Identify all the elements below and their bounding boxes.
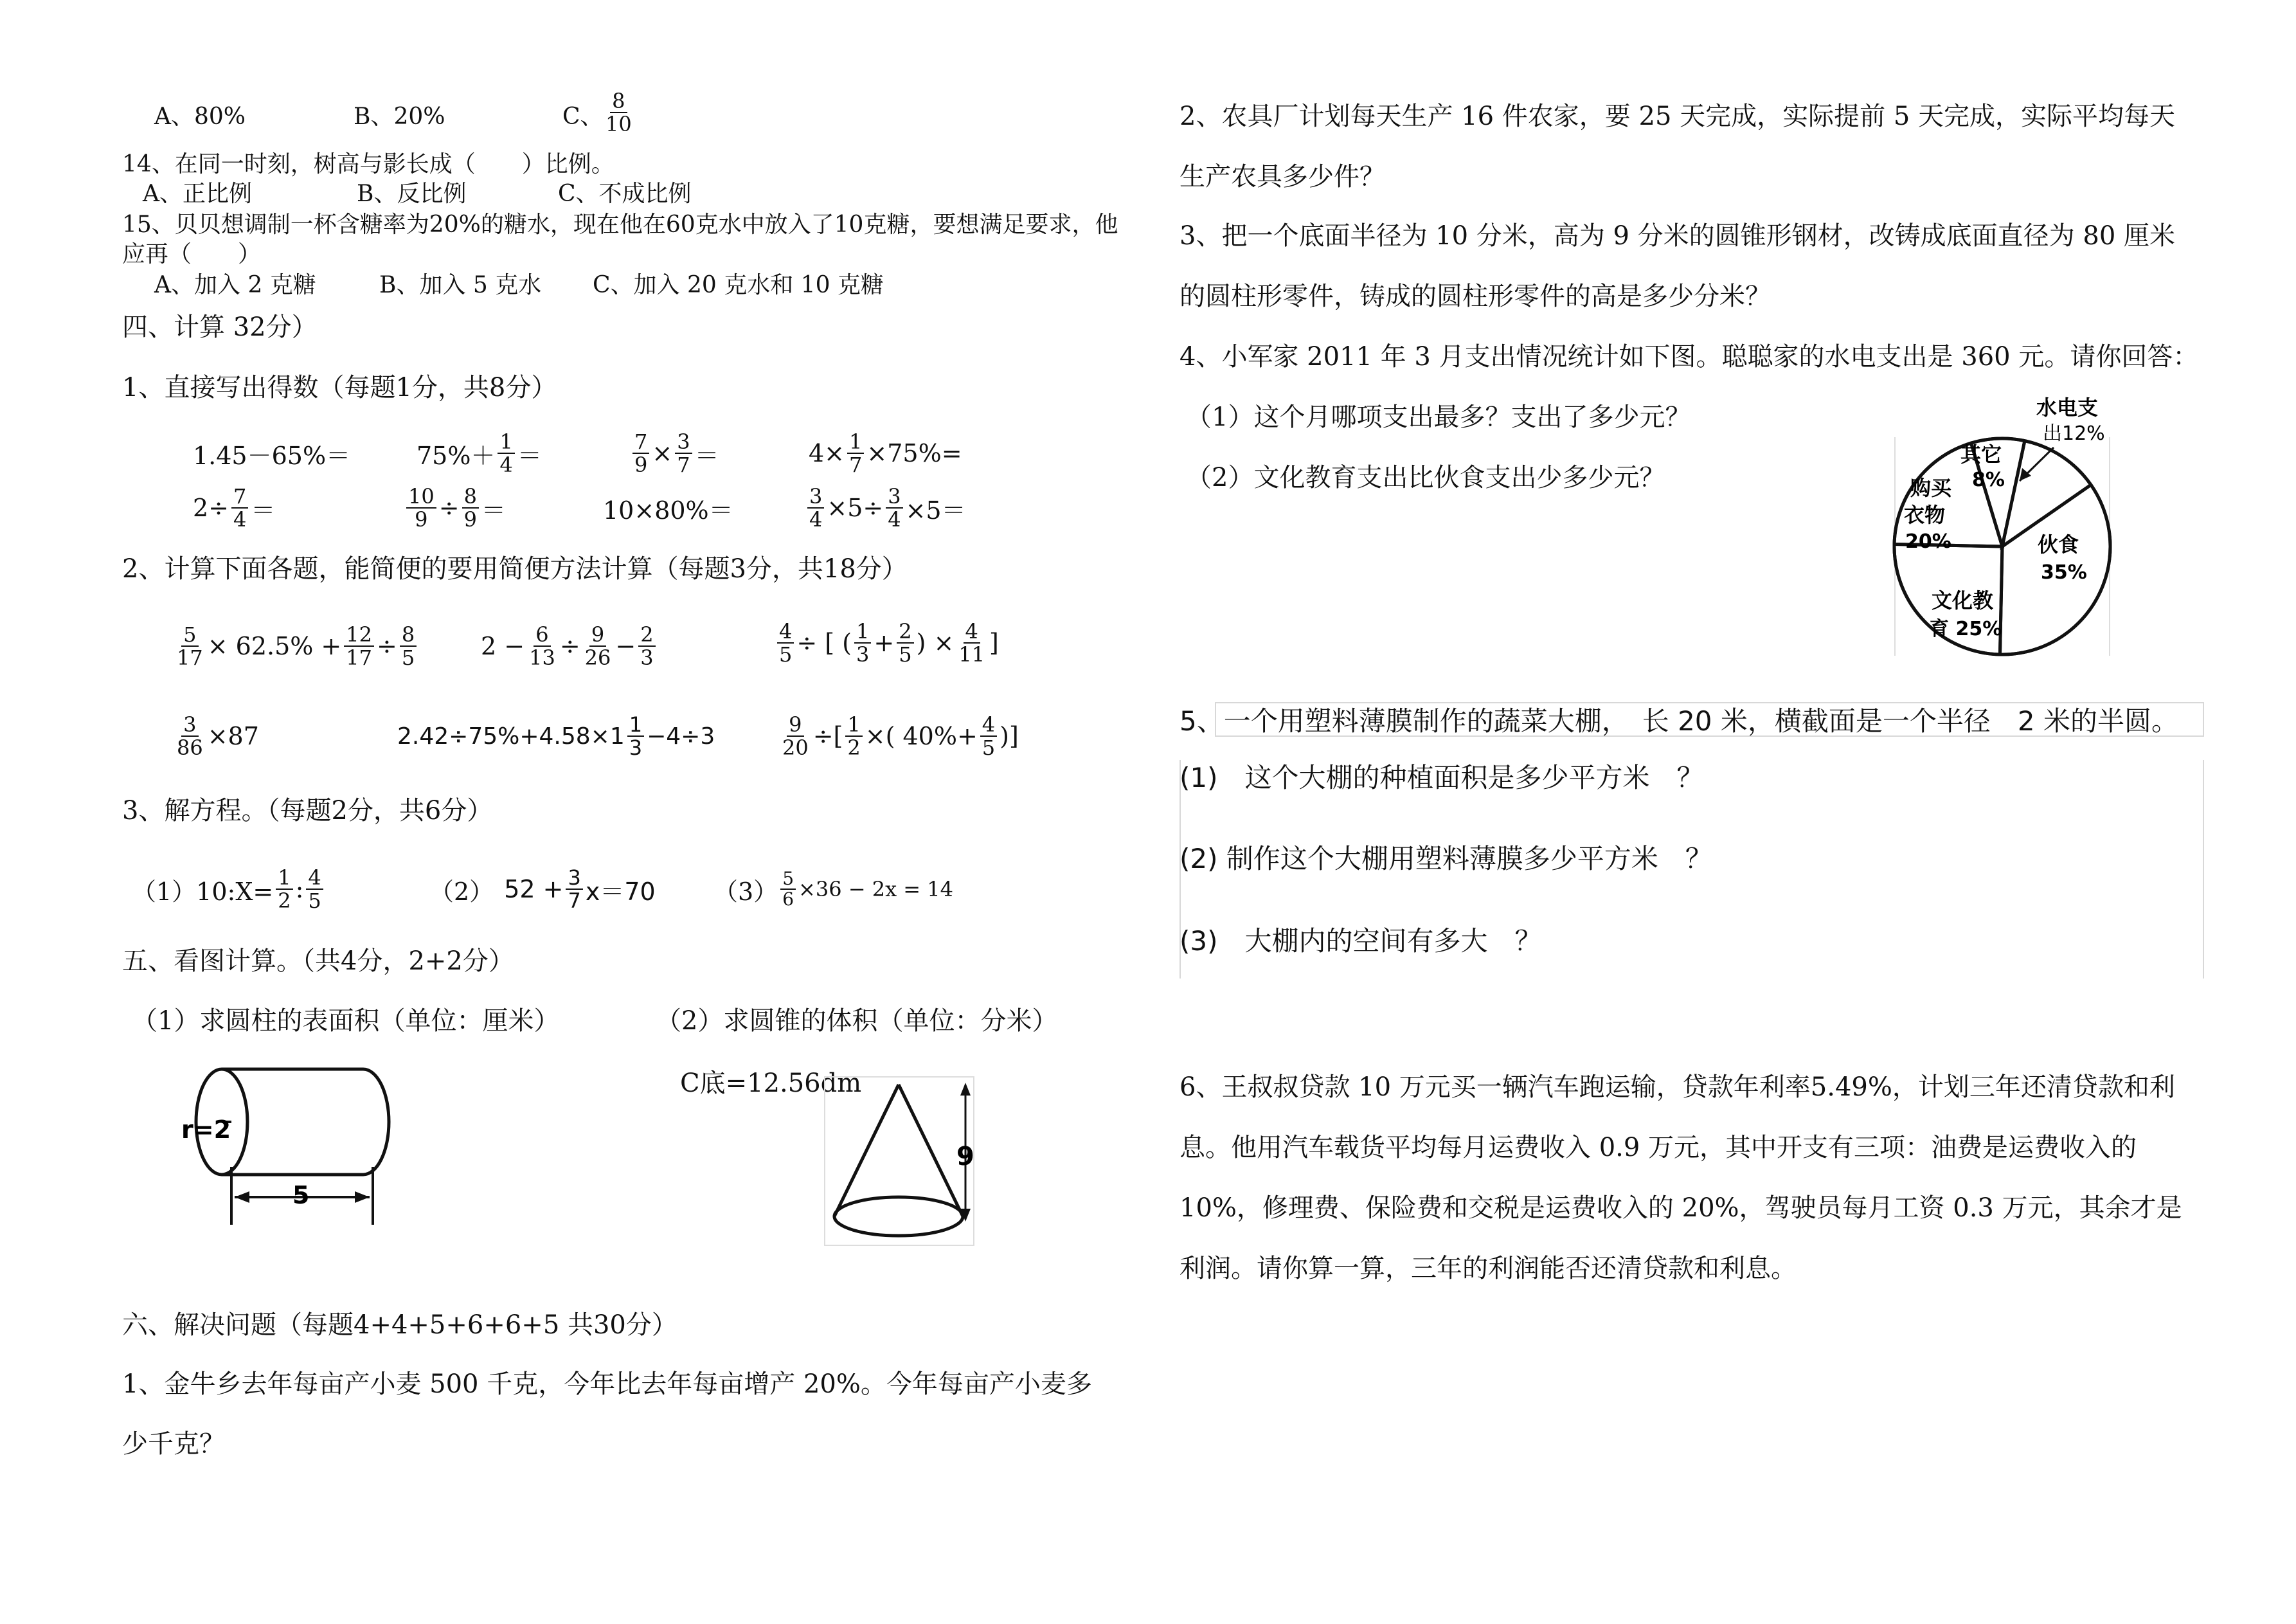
pie-label-clothing-line2: 衣物: [1904, 503, 1946, 527]
oral-r1c4: 4× $\frac{1}{7}$ ×75%=: [809, 429, 962, 477]
section6-q1-line2: 少千克？: [122, 1429, 225, 1459]
section4-title: 四、计算 32分）: [122, 312, 318, 342]
pie-label-other-line1: 其它: [1960, 442, 2002, 467]
right-q3-line1: 3、把一个底面半径为 10 分米，高为 9 分米的圆锥形钢材，改铸成底面直径为 80 厘米: [1179, 221, 2175, 251]
right-q2-line1: 2、农具厂计划每天生产 16 件农家，要 25 天完成，实际提前 5 天完成，实际平均每天: [1179, 102, 2175, 131]
q14-option-c: C、不成比例: [558, 181, 692, 207]
right-q5-sub1: (1) 这个大棚的种植面积是多少平方米 ？: [1179, 762, 1704, 793]
right-q4-sub1: （1）这个月哪项支出最多？支出了多少元？: [1186, 402, 1691, 432]
calc-expr-5: 2.42÷75%+4.58×1 $\frac{1}{3}$ −4÷3: [397, 712, 715, 760]
cone-figure: [823, 1075, 977, 1249]
pie-label-clothing: [1904, 476, 1952, 553]
right-q2-line2: 生产农具多少件？: [1179, 162, 1385, 192]
section5-title: 五、看图计算。（共4分，2+2分）: [122, 946, 514, 976]
cylinder-radius-label: r=2: [181, 1115, 231, 1144]
q15-option-c: C、加入 20 克水和 10 克糖: [593, 272, 884, 298]
q14-option-a: A、正比例: [143, 181, 252, 207]
right-q5-sub2: (2) 制作这个大棚用塑料薄膜多少平方米 ？: [1179, 843, 1712, 874]
q15-stem-line1: 15、贝贝想调制一杯含糖率为20%的糖水，现在他在60克水中放入了10克糖，要想满足要求，他: [122, 212, 1118, 238]
calc-expr-6: $\frac{9}{20}$ ÷[ $\frac{1}{2}$ ×( 40%+ $\frac{4}{5}$ )]: [782, 712, 1019, 760]
oral-r2c2: $\frac{10}{9}$ ÷ $\frac{8}{9}$ ＝: [404, 482, 506, 534]
right-q6-line4: 利润。请你算一算，三年的利润能否还清贷款和利息。: [1179, 1254, 1797, 1283]
pie-label-other-line2: 8%: [1972, 469, 2005, 491]
q15-stem-line2: 应再（ ）: [122, 241, 262, 267]
section4-q1-title: 1、直接写出得数（每题1分，共8分）: [122, 373, 557, 402]
q13-option-c-fraction: $\frac{8}{10}$: [605, 89, 632, 136]
pie-label-food-line1: 伙食: [2038, 532, 2079, 557]
oral-r2c3: 10×80%＝: [603, 496, 733, 525]
pie-label-clothing-line3: 20%: [1905, 530, 1951, 553]
section6-title: 六、解决问题（每题4+4+5+6+6+5 共30分）: [122, 1310, 677, 1340]
pie-label-education-line1: 文化教: [1932, 588, 1994, 613]
section5-q2: （2）求圆锥的体积（单位：分米）: [656, 1006, 1058, 1036]
equation-2: （2） 52 + $\frac{3}{7}$ x＝70: [429, 865, 656, 913]
cylinder-length-label: 5: [292, 1181, 310, 1209]
oral-r2c1: 2÷ $\frac{7}{4}$ ＝: [193, 484, 276, 532]
oral-r1c3: $\frac{7}{9}$ × $\frac{3}{7}$ ＝: [630, 428, 719, 479]
right-q3-line2: 的圆柱形零件，铸成的圆柱形零件的高是多少分米？: [1179, 282, 1771, 311]
section4-q3-title: 3、解方程。（每题2分，共6分）: [122, 796, 493, 826]
cylinder-figure: [174, 1054, 405, 1234]
q15-option-a: A、加入 2 克糖: [154, 272, 316, 298]
pie-label-clothing-line1: 购买: [1910, 476, 1952, 500]
right-q6-line3: 10%，修理费、保险费和交税是运费收入的 20%，驾驶员每月工资 0.3 万元，其余才是: [1179, 1193, 2182, 1223]
pie-label-education-line2: 育 25%: [1930, 618, 2002, 640]
calc-expr-2: 2 − $\frac{6}{13}$ ÷ $\frac{9}{26}$ − $\frac{2}{3}$: [481, 617, 658, 675]
expense-pie-chart: [1877, 386, 2128, 662]
right-q6-line2: 息。他用汽车载货平均每月运费收入 0.9 万元，其中开支有三项：油费是运费收入的: [1179, 1133, 2137, 1162]
calc-expr-3: $\frac{4}{5}$ ÷ [ ( $\frac{1}{3}$ + $\frac{2}{5}$ ) × $\frac{4}{11}$ ]: [775, 614, 999, 672]
oral-r1c2: 75%＋ $\frac{1}{4}$ ＝: [417, 429, 542, 477]
pie-label-food-line2: 35%: [2041, 561, 2087, 584]
q13-option-b: B、20%: [354, 104, 445, 130]
q14-option-b: B、反比例: [357, 181, 467, 207]
oral-r2c4: $\frac{3}{4}$ ×5÷ $\frac{3}{4}$ ×5＝: [805, 482, 966, 534]
calc-expr-4: $\frac{3}{86}$ ×87: [177, 712, 259, 760]
calc-expr-1: $\frac{5}{17}$ × 62.5% + $\frac{12}{17}$ ÷ $\frac{8}{5}$: [172, 617, 419, 675]
pie-label-utilities: [2036, 395, 2105, 445]
section4-q2-title: 2、计算下面各题，能简便的要用简便方法计算（每题3分，共18分）: [122, 554, 908, 584]
cone-height-label: 9: [956, 1142, 974, 1171]
pie-label-utilities-line2: 出12%: [2043, 422, 2105, 445]
q15-option-b: B、加入 5 克水: [379, 272, 542, 298]
equation-1: （1）10:X= $\frac{1}{2}$ : $\frac{4}{5}$: [132, 860, 326, 918]
cone-circumference-label: C底=12.56dm: [680, 1069, 862, 1098]
oral-r1c1: 1.45－65%＝: [193, 441, 351, 470]
right-q5-sub3: (3) 大棚内的空间有多大 ？: [1179, 925, 1542, 957]
right-q4-sub2: （2）文化教育支出比伙食支出少多少元？: [1186, 463, 1665, 492]
equation-3: （3） $\frac{5}{6}$ ×36 − 2x = 14: [713, 868, 953, 910]
right-q5-line: 5、一个用塑料薄膜制作的蔬菜大棚， 长 20 米，横截面是一个半径 2 米的半圆。: [1179, 705, 2178, 737]
q13-option-a: A、80%: [154, 104, 246, 130]
section5-q1: （1）求圆柱的表面积（单位：厘米）: [132, 1006, 560, 1036]
q14-stem: 14、在同一时刻，树高与影长成（ ）比例。: [122, 151, 614, 177]
q13-option-c: C、: [562, 104, 604, 130]
right-q6-line1: 6、王叔叔贷款 10 万元买一辆汽车跑运输，贷款年利率5.49%，计划三年还清贷款和利: [1179, 1072, 2175, 1102]
section6-q1-line1: 1、金牛乡去年每亩产小麦 500 千克，今年比去年每亩增产 20%。今年每亩产小麦多: [122, 1369, 1092, 1399]
pie-label-utilities-line1: 水电支: [2036, 395, 2099, 420]
right-q4-line1: 4、小军家 2011 年 3 月支出情况统计如下图。聪聪家的水电支出是 360 元。请你回答：: [1179, 342, 2199, 372]
